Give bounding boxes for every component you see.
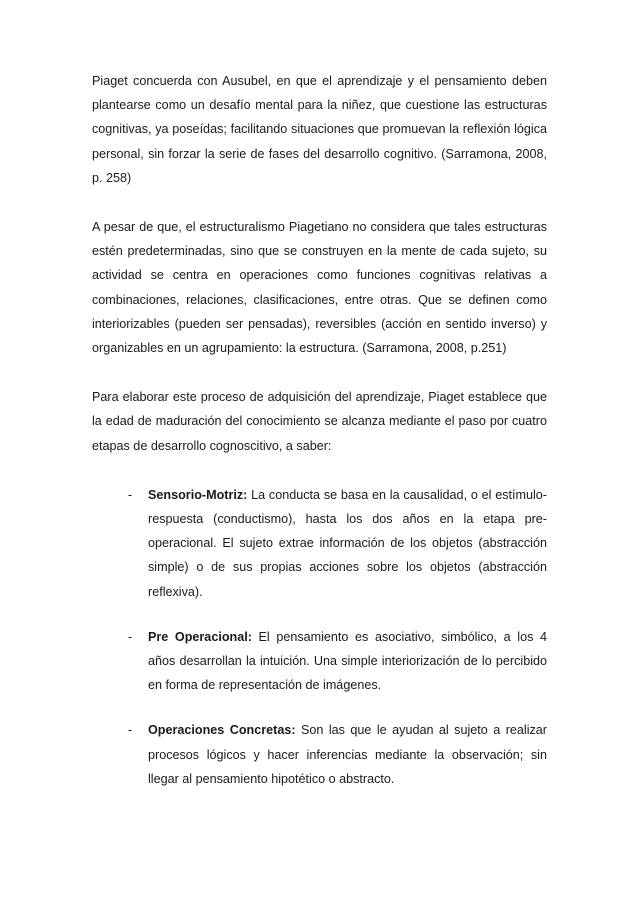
stage-description: El pensamiento es asociativo, simbólico, a los 4 años desarrollan la intuición. Una simple interiorización de lo percibido en forma de representación de imágenes. xyxy=(148,629,547,693)
paragraph-etapas-intro: Para elaborar este proceso de adquisición del aprendizaje, Piaget establece que la edad de maduración del conocimiento se alcanza mediante el paso por cuatro etapas de desarrollo cognoscitivo, a saber: xyxy=(92,390,547,453)
stage-pre-operacional xyxy=(92,625,547,698)
document-page xyxy=(92,69,547,791)
stage-term: Sensorio-Motriz: xyxy=(148,487,248,502)
paragraph-estructuralismo: A pesar de que, el estructuralismo Piagetiano no considera que tales estructuras estén predeterminadas, sino que se construyen en la mente de cada sujeto, su actividad se centra en operaciones como funciones cognitivas relativas a combinaciones, relaciones, clasificaciones, entre otras. Que se definen como interiorizables (pueden ser pensadas), reversibles (acción en sentido inverso) y organizables en un agrupamiento: la estructura. (Sarramona, 2008, p.251) xyxy=(92,220,547,356)
stage-term: Pre Operacional: xyxy=(148,629,252,644)
stages-list xyxy=(92,483,547,791)
list-bullet: - xyxy=(128,723,133,738)
list-bullet: - xyxy=(128,487,133,502)
stage-operaciones-concretas xyxy=(92,718,547,791)
paragraph-piaget-ausubel: Piaget concuerda con Ausubel, en que el aprendizaje y el pensamiento deben plantearse como un desafío mental para la niñez, que cuestione las estructuras cognitivas, ya poseídas; facilitando situaciones que promuevan la reflexión lógica personal, sin forzar la serie de fases del desarrollo cognitivo. (Sarramona, 2008, p. 258) xyxy=(92,74,547,185)
list-bullet: - xyxy=(128,629,133,644)
stage-description: Son las que le ayudan al sujeto a realizar procesos lógicos y hacer inferencias mediante la observación; sin llegar al pensamiento hipotético o abstracto. xyxy=(148,723,547,786)
stage-description: La conducta se basa en la causalidad, o el estímulo-respuesta (conductismo), hasta los dos años en la etapa pre-operacional. El sujeto extrae información de los objetos (abstracción simple) o de sus propias acciones sobre los objetos (abstracción reflexiva). xyxy=(148,487,547,599)
stage-sensorio-motriz xyxy=(92,483,547,604)
stage-term: Operaciones Concretas: xyxy=(148,723,296,738)
